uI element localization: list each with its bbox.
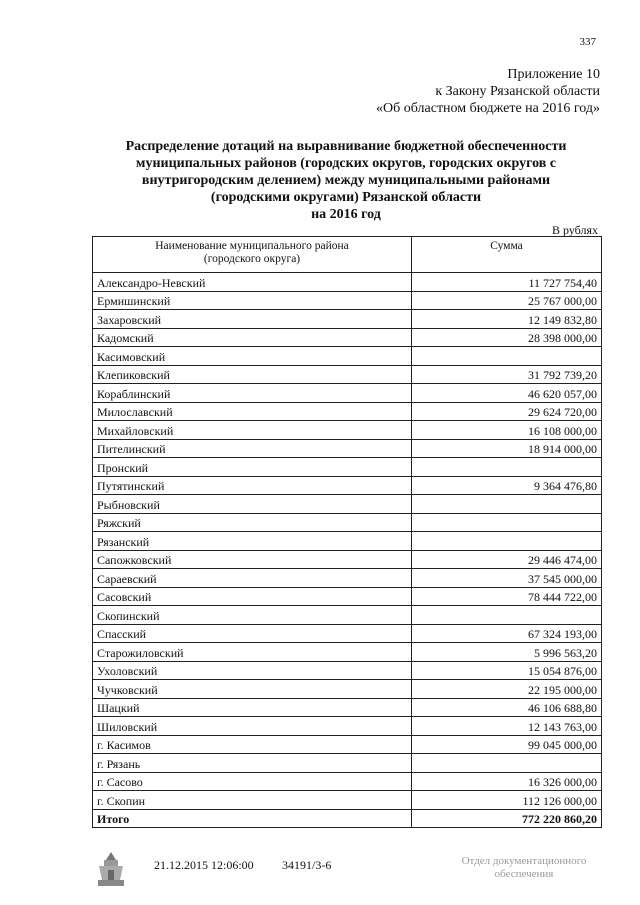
total-label: Итого bbox=[93, 809, 412, 828]
table-row bbox=[93, 495, 602, 514]
table-row bbox=[93, 550, 602, 569]
header-name bbox=[93, 237, 412, 273]
district-name: Кораблинский bbox=[93, 384, 412, 403]
appendix-line-1: Приложение 10 bbox=[507, 67, 600, 82]
district-amount: 9 364 476,80 bbox=[412, 476, 602, 495]
district-amount: 31 792 739,20 bbox=[412, 365, 602, 384]
district-amount: 46 620 057,00 bbox=[412, 384, 602, 403]
district-name: Ермишинский bbox=[93, 291, 412, 310]
table-row bbox=[93, 347, 602, 366]
district-amount: 22 195 000,00 bbox=[412, 680, 602, 699]
table-row bbox=[93, 532, 602, 551]
district-amount: 29 624 720,00 bbox=[412, 402, 602, 421]
district-amount: 78 444 722,00 bbox=[412, 587, 602, 606]
district-amount bbox=[412, 532, 602, 551]
district-amount: 15 054 876,00 bbox=[412, 661, 602, 680]
district-amount: 28 398 000,00 bbox=[412, 328, 602, 347]
stamp-line-2: обеспечения bbox=[494, 868, 554, 880]
district-amount bbox=[412, 754, 602, 773]
header-name-line-1: Наименование муниципального района bbox=[155, 240, 349, 252]
district-amount: 16 326 000,00 bbox=[412, 772, 602, 791]
district-name: Пронский bbox=[93, 458, 412, 477]
table-row bbox=[93, 624, 602, 643]
table-row bbox=[93, 717, 602, 736]
district-amount: 12 143 763,00 bbox=[412, 717, 602, 736]
district-amount: 16 108 000,00 bbox=[412, 421, 602, 440]
page-number: 337 bbox=[579, 36, 596, 48]
table-row bbox=[93, 421, 602, 440]
district-amount: 12 149 832,80 bbox=[412, 310, 602, 329]
district-name: Захаровский bbox=[93, 310, 412, 329]
district-name: Ухоловский bbox=[93, 661, 412, 680]
table-row bbox=[93, 735, 602, 754]
stamp-line-1: Отдел документационного bbox=[461, 855, 587, 867]
district-amount bbox=[412, 606, 602, 625]
district-amount bbox=[412, 513, 602, 532]
table-row bbox=[93, 402, 602, 421]
district-amount bbox=[412, 495, 602, 514]
district-amount: 99 045 000,00 bbox=[412, 735, 602, 754]
district-name: Чучковский bbox=[93, 680, 412, 699]
district-name: Шиловский bbox=[93, 717, 412, 736]
district-name: г. Рязань bbox=[93, 754, 412, 773]
emblem-icon bbox=[94, 850, 128, 890]
appendix-line-2: к Закону Рязанской области bbox=[435, 84, 600, 99]
table-body bbox=[93, 273, 602, 810]
title-line-1: Распределение дотаций на выравнивание бюджетной обеспеченности bbox=[125, 139, 567, 154]
district-name: г. Касимов bbox=[93, 735, 412, 754]
table-row bbox=[93, 513, 602, 532]
table-row bbox=[93, 569, 602, 588]
table-row bbox=[93, 661, 602, 680]
district-amount: 67 324 193,00 bbox=[412, 624, 602, 643]
total-row bbox=[93, 809, 602, 828]
district-name: Клепиковский bbox=[93, 365, 412, 384]
table-row bbox=[93, 310, 602, 329]
district-name: Сапожковский bbox=[93, 550, 412, 569]
district-name: Сараевский bbox=[93, 569, 412, 588]
district-name: Сасовский bbox=[93, 587, 412, 606]
total-amount: 772 220 860,20 bbox=[412, 809, 602, 828]
table-row bbox=[93, 458, 602, 477]
district-name: Скопинский bbox=[93, 606, 412, 625]
district-name: Шацкий bbox=[93, 698, 412, 717]
district-amount bbox=[412, 347, 602, 366]
district-amount bbox=[412, 458, 602, 477]
district-name: Пителинский bbox=[93, 439, 412, 458]
title-line-2: муниципальных районов (городских округов, городских округов с bbox=[135, 156, 557, 171]
table-row bbox=[93, 606, 602, 625]
district-name: Касимовский bbox=[93, 347, 412, 366]
document-title bbox=[96, 138, 596, 223]
header-name-line-2: (городского округа) bbox=[203, 253, 301, 265]
district-name: Спасский bbox=[93, 624, 412, 643]
table-row bbox=[93, 365, 602, 384]
district-name: Рязанский bbox=[93, 532, 412, 551]
district-amount: 11 727 754,40 bbox=[412, 273, 602, 292]
district-name: Путятинский bbox=[93, 476, 412, 495]
district-amount: 18 914 000,00 bbox=[412, 439, 602, 458]
district-amount: 46 106 688,80 bbox=[412, 698, 602, 717]
table-row bbox=[93, 476, 602, 495]
table-row bbox=[93, 328, 602, 347]
table-row bbox=[93, 587, 602, 606]
district-name: Кадомский bbox=[93, 328, 412, 347]
table-row bbox=[93, 643, 602, 662]
footer-datetime: 21.12.2015 12:06:00 bbox=[154, 858, 254, 872]
table-row bbox=[93, 772, 602, 791]
table-row bbox=[93, 291, 602, 310]
district-amount: 25 767 000,00 bbox=[412, 291, 602, 310]
title-line-5: на 2016 год bbox=[311, 207, 381, 222]
table-header-row bbox=[93, 237, 602, 273]
table-row bbox=[93, 680, 602, 699]
units-label: В рублях bbox=[551, 223, 598, 237]
district-name: г. Скопин bbox=[93, 791, 412, 810]
title-line-3: внутригородским делением) между муниципальными районами bbox=[141, 173, 551, 188]
table-row bbox=[93, 754, 602, 773]
title-line-4: (городскими округами) Рязанской области bbox=[210, 190, 482, 205]
district-amount: 29 446 474,00 bbox=[412, 550, 602, 569]
table-row bbox=[93, 698, 602, 717]
district-name: Александро-Невский bbox=[93, 273, 412, 292]
district-name: Ряжский bbox=[93, 513, 412, 532]
table-row bbox=[93, 273, 602, 292]
table-row bbox=[93, 791, 602, 810]
header-sum: Сумма bbox=[412, 237, 602, 273]
footer-code: 34191/3-6 bbox=[282, 858, 332, 872]
district-name: Милославский bbox=[93, 402, 412, 421]
appendix-header bbox=[376, 66, 600, 117]
district-amount: 5 996 563,20 bbox=[412, 643, 602, 662]
district-amount: 37 545 000,00 bbox=[412, 569, 602, 588]
district-name: Рыбновский bbox=[93, 495, 412, 514]
district-name: Михайловский bbox=[93, 421, 412, 440]
district-amount: 112 126 000,00 bbox=[412, 791, 602, 810]
district-name: Старожиловский bbox=[93, 643, 412, 662]
footer-stamp bbox=[440, 855, 608, 881]
appendix-line-3: «Об областном бюджете на 2016 год» bbox=[376, 101, 600, 116]
subsidy-table bbox=[92, 236, 602, 828]
district-name: г. Сасово bbox=[93, 772, 412, 791]
table-row bbox=[93, 439, 602, 458]
table-row bbox=[93, 384, 602, 403]
